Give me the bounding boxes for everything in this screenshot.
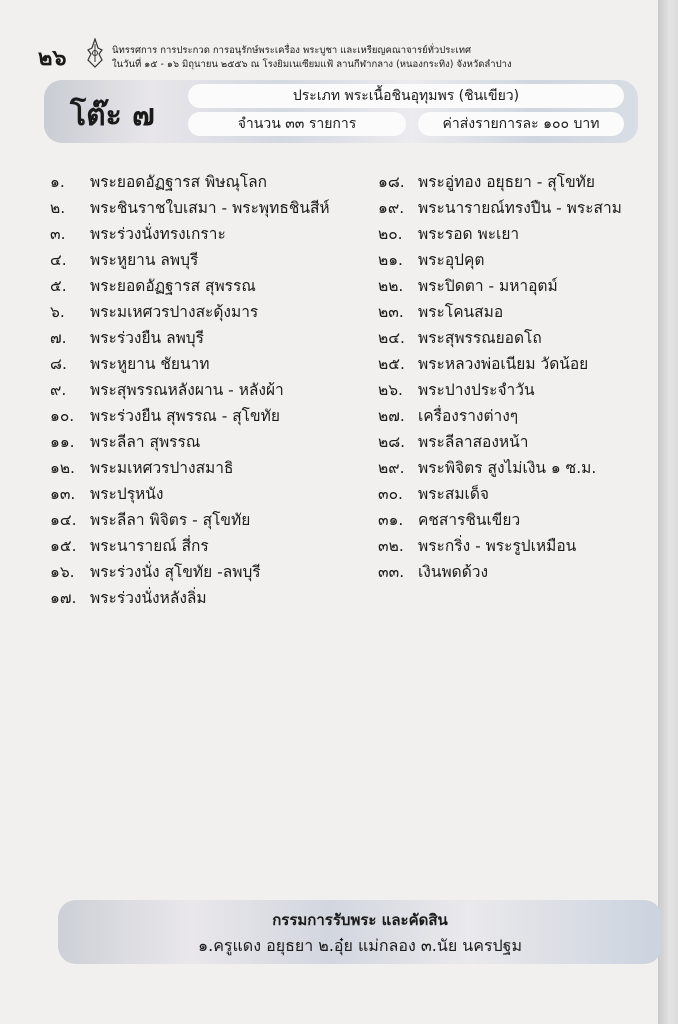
list-item: ๓๒. พระกริ่ง - พระรูปเหมือน [378, 537, 577, 555]
table-title: โต๊ะ ๗ [70, 98, 155, 133]
list-item: ๔. พระหูยาน ลพบุรี [50, 251, 199, 269]
list-item: ๑๙. พระนารายณ์ทรงปืน - พระสาม [378, 199, 622, 217]
list-item: ๒๗. เครื่องรางต่างๆ [378, 407, 519, 425]
list-item: ๒๓. พระโคนสมอ [378, 303, 504, 321]
list-item: ๑๒. พระมเหศวรปางสมาธิ [50, 459, 234, 477]
list-item: ๒๐. พระรอด พะเยา [378, 225, 520, 243]
list-item: ๒๕. พระหลวงพ่อเนียม วัดน้อย [378, 355, 589, 373]
list-item: ๓๑. คชสารชินเขียว [378, 511, 521, 529]
list-item: ๒๒. พระปิดตา - มหาอุตม์ [378, 277, 558, 295]
list-item: ๒๘. พระลีลาสองหน้า [378, 433, 529, 451]
header-line-2: ในวันที่ ๑๕ - ๑๖ มิถุนายน ๒๕๕๖ ณ โรงยิมเนเซียมแฟ้ ลานกีฬากลาง (หนองกระทิง) จังหวัดลำปาง [112, 59, 512, 70]
header-line-1: นิทรรศการ การประกวด การอนุรักษ์พระเครื่อง พระบูชา และเหรียญคณาจารย์ทั่วประเทศ [112, 45, 472, 56]
list-item: ๑. พระยอดอัฏฐารส พิษณุโลก [50, 173, 268, 191]
list-item: ๑๕. พระนารายณ์ สี่กร [50, 537, 209, 555]
list-item: ๗. พระร่วงยืน ลพบุรี [50, 329, 204, 347]
list-item: ๓๐. พระสมเด็จ [378, 485, 489, 503]
temple-logo-icon [84, 38, 106, 68]
list-item: ๑๘. พระอู่ทอง อยุธยา - สุโขทัย [378, 173, 595, 191]
list-item: ๒๑. พระอุปคุต [378, 251, 485, 269]
list-item: ๖. พระมเหศวรปางสะดุ้งมาร [50, 303, 259, 321]
list-item: ๑๔. พระลีลา พิจิตร - สุโขทัย [50, 511, 251, 529]
committee-names: ๑.ครูแดง อยุธยา ๒.อุ๋ย แม่กลอง ๓.นัย นครปฐม [197, 936, 523, 955]
list-item: ๕. พระยอดอัฏฐารส สุพรรณ [50, 277, 256, 295]
list-item: ๑๗. พระร่วงนั่งหลังลิ่ม [50, 589, 207, 607]
list-item: ๙. พระสุพรรณหลังผาน - หลังผ้า [50, 381, 284, 399]
item-count: จำนวน ๓๓ รายการ [188, 112, 406, 136]
list-item: ๑๖. พระร่วงนั่ง สุโขทัย -ลพบุรี [50, 563, 261, 581]
list-item: ๒๔. พระสุพรรณยอดโถ [378, 329, 542, 347]
list-item: ๓๓. เงินพดด้วง [378, 563, 489, 581]
committee-title: กรรมการรับพระ และคัดสิน [272, 911, 448, 929]
list-item: ๑๐. พระร่วงยืน สุพรรณ - สุโขทัย [50, 407, 280, 425]
list-item: ๑๑. พระลีลา สุพรรณ [50, 433, 201, 451]
list-item: ๓. พระร่วงนั่งทรงเกราะ [50, 225, 226, 243]
page-number: ๒๖ [38, 46, 67, 71]
list-item: ๘. พระหูยาน ชัยนาท [50, 355, 210, 373]
list-item: ๒. พระชินราชใบเสมา - พระพุทธชินสีห์ [50, 199, 330, 217]
entry-fee: ค่าส่งรายการละ ๑๐๐ บาท [418, 112, 624, 136]
list-item: ๒๙. พระพิจิตร สูงไม่เงิน ๑ ซ.ม. [378, 459, 597, 477]
list-item: ๒๖. พระปางประจำวัน [378, 381, 535, 399]
list-item: ๑๓. พระปรุหนัง [50, 485, 164, 503]
category-type: ประเภท พระเนื้อชินอุทุมพร (ชินเขียว) [188, 84, 624, 108]
page-edge [658, 0, 678, 1024]
